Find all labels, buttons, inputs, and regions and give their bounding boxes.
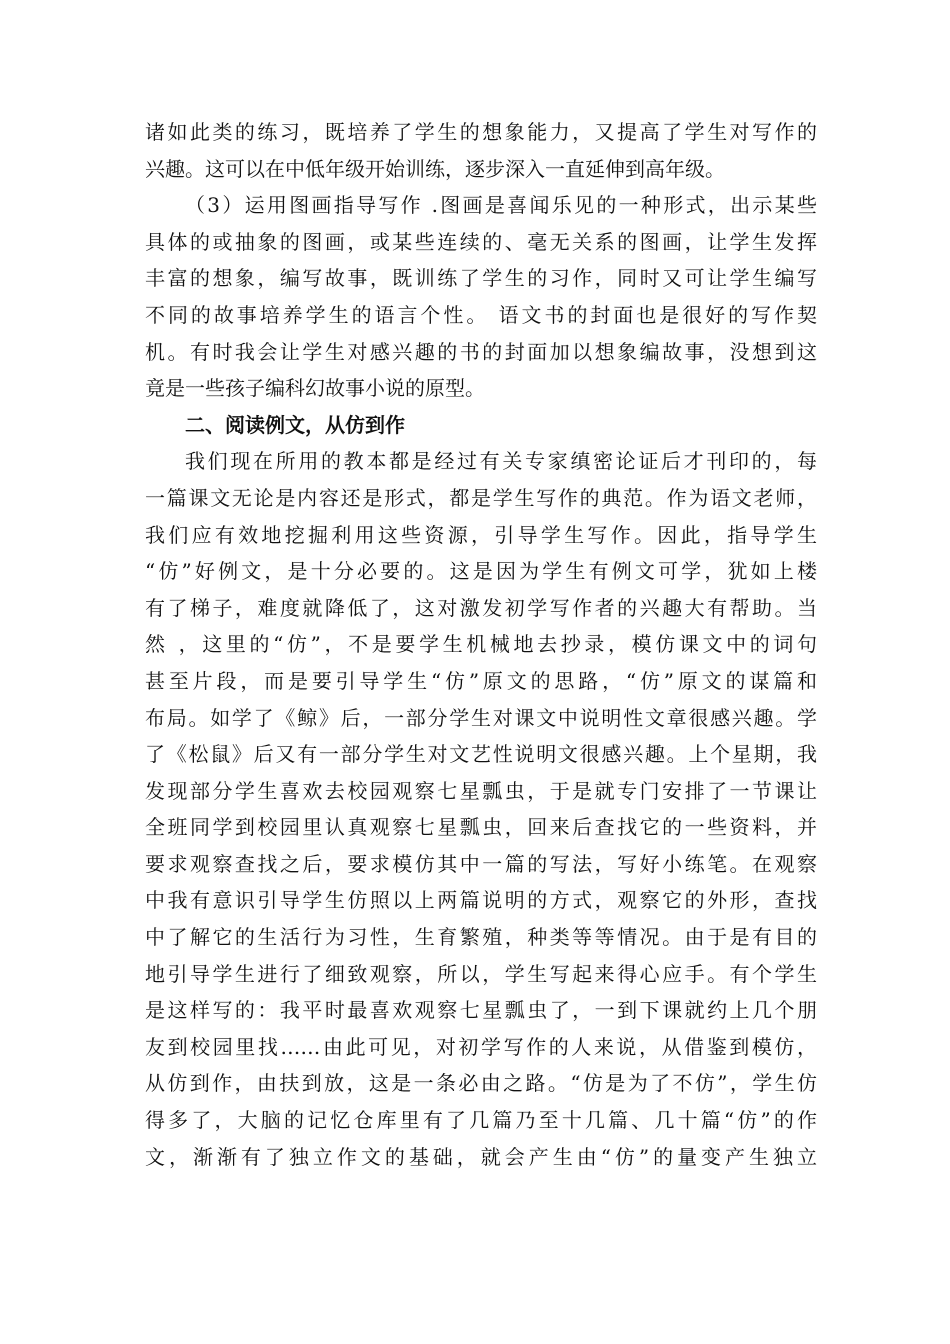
text-line: 了《松鼠》后又有一部分学生对文艺性说明文很感兴趣。上个星期，我 [145, 742, 817, 767]
text-line: 具体的或抽象的图画，或某些连续的、毫无关系的图画，让学生发挥 [145, 229, 817, 254]
text-line: 要求观察查找之后，要求模仿其中一篇的写法，写好小练笔。在观察 [145, 851, 817, 876]
text-line: 然 ，这里的“仿”，不是要学生机械地去抄录，模仿课文中的词句 [145, 632, 817, 657]
text-line: 地引导学生进行了细致观察，所以，学生写起来得心应手。有个学生 [145, 961, 817, 986]
text-line: 从仿到作，由扶到放，这是一条必由之路。“仿是为了不仿”，学生仿 [145, 1071, 817, 1096]
text-line: 发现部分学生喜欢去校园观察七星瓢虫，于是就专门安排了一节课让 [145, 778, 817, 803]
text-line: （3）运用图画指导写作 .图画是喜闻乐见的一种形式，出示某些 [185, 193, 817, 218]
document-page [145, 114, 817, 1175]
text-line: 不同的故事培养学生的语言个性。 语文书的封面也是很好的写作契 [145, 302, 817, 327]
text-line: 兴趣。这可以在中低年级开始训练，逐步深入一直延伸到高年级。 [145, 156, 725, 181]
text-line: 机。有时我会让学生对感兴趣的书的封面加以想象编故事，没想到这 [145, 339, 817, 364]
text-line: 一篇课文无论是内容还是形式，都是学生写作的典范。作为语文老师， [145, 485, 817, 510]
text-line: 有了梯子，难度就降低了，这对激发初学写作者的兴趣大有帮助。当 [145, 595, 817, 620]
text-line: 中了解它的生活行为习性，生育繁殖，种类等等情况。由于是有目的 [145, 925, 817, 950]
text-line: 友到校园里找……由此可见，对初学写作的人来说，从借鉴到模仿， [145, 1034, 817, 1059]
text-line: 中我有意识引导学生仿照以上两篇说明的方式，观察它的外形，查找 [145, 888, 817, 913]
text-line: 全班同学到校园里认真观察七星瓢虫，回来后查找它的一些资料，并 [145, 815, 817, 840]
text-line: 我们应有效地挖掘利用这些资源，引导学生写作。因此，指导学生 [145, 522, 817, 547]
text-line: 得多了，大脑的记忆仓库里有了几篇乃至十几篇、几十篇“仿”的作 [145, 1108, 817, 1133]
text-line: 文，渐渐有了独立作文的基础，就会产生由“仿”的量变产生独立 [145, 1144, 817, 1169]
text-line: “仿”好例文，是十分必要的。这是因为学生有例文可学，犹如上楼 [145, 559, 817, 584]
text-line: 我们现在所用的教本都是经过有关专家缜密论证后才刊印的，每 [185, 449, 817, 474]
text-line: 布局。如学了《鲸》后，一部分学生对课文中说明性文章很感兴趣。学 [145, 705, 817, 730]
text-line: 丰富的想象，编写故事，既训练了学生的习作，同时又可让学生编写 [145, 266, 817, 291]
text-line: 诸如此类的练习，既培养了学生的想象能力，又提高了学生对写作的 [145, 120, 817, 144]
text-line: 竟是一些孩子编科幻故事小说的原型。 [145, 376, 485, 401]
section-heading: 二、阅读例文，从仿到作 [185, 412, 405, 437]
text-line: 是这样写的：我平时最喜欢观察七星瓢虫了，一到下课就约上几个朋 [145, 998, 817, 1023]
text-line: 甚至片段，而是要引导学生“仿”原文的思路，“仿”原文的谋篇和 [145, 668, 817, 693]
